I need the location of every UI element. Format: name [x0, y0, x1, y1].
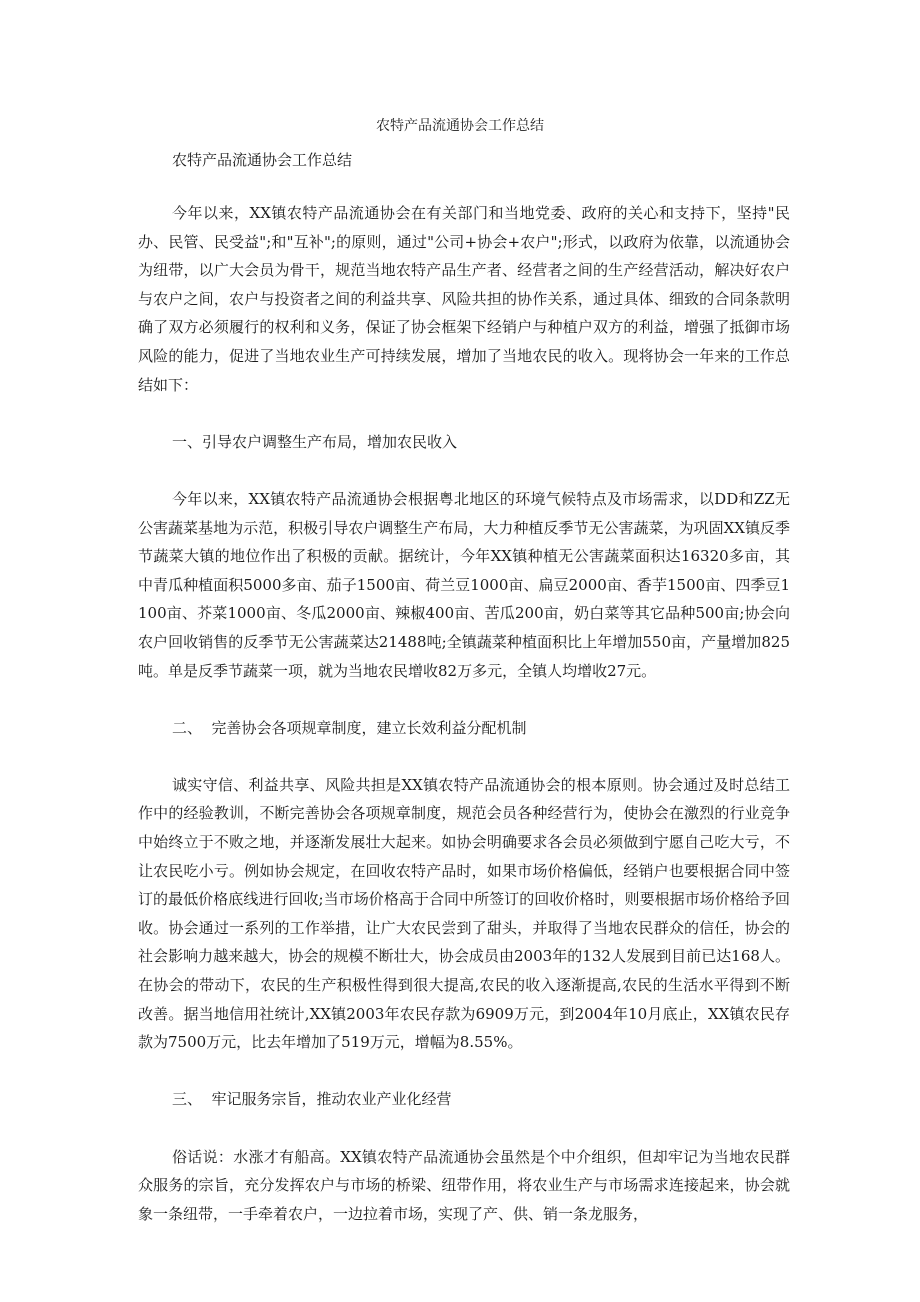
- section-heading-1: 一、引导农户调整生产布局，增加农民收入: [172, 432, 458, 451]
- paragraph-spacer: [138, 399, 790, 428]
- document-body: [138, 199, 790, 1228]
- section-heading-3: 三、 牢记服务宗旨，推动农业产业化经营: [172, 1090, 452, 1109]
- document-title: 农特产品流通协会工作总结: [376, 118, 544, 134]
- section-1-paragraph: 今年以来，XX镇农特产品流通协会根据粤北地区的环境气候特点及市场需求，以DD和ZZ无公害蔬菜基地为示范，积极引导农户调整生产布局，大力种植反季节无公害蔬菜，为巩固XX镇反季节蔬菜大镇的地位作出了积极的贡献。据统计，今年XX镇种植无公害蔬菜面积达16320多亩，其中青瓜种植面积5000多亩、茄子1500亩、荷兰豆1000亩、扁豆2000亩、香芋1500亩、四季豆1100亩、芥菜1000亩、冬瓜2000亩、辣椒400亩、苦瓜200亩，奶白菜等其它品种500亩;协会向农户回收销售的反季节无公害蔬菜达21488吨;全镇蔬菜种植面积比上年增加550亩，产量增加825吨。单是反季节蔬菜一项，就为当地农民增收82万多元，全镇人均增收27元。: [138, 489, 790, 680]
- paragraph-spacer: [138, 1114, 790, 1143]
- paragraph-spacer: [138, 456, 790, 485]
- intro-paragraph: 今年以来，XX镇农特产品流通协会在有关部门和当地党委、政府的关心和支持下，坚持"民办、民管、民受益";和"互补";的原则，通过"公司+协会+农户";形式，以政府为依靠，以流通协会为纽带，以广大会员为骨干，规范当地农特产品生产者、经营者之间的生产经营活动，解决好农户与农户之间，农户与投资者之间的利益共享、风险共担的协作关系，通过具体、细致的合同条款明确了双方必须履行的权利和义务，保证了协会框架下经销户与种植户双方的利益，增强了抵御市场风险的能力，促进了当地农业生产可持续发展，增加了当地农民的收入。现将协会一年来的工作总结如下：: [138, 204, 790, 394]
- section-3-paragraph: 俗话说：水涨才有船高。XX镇农特产品流通协会虽然是个中介组织，但却牢记为当地农民群众服务的宗旨，充分发挥农户与市场的桥梁、纽带作用，将农业生产与市场需求连接起来，协会就象一条纽带，一手牵着农户，一边拉着市场，实现了产、供、销一条龙服务，: [138, 1147, 790, 1223]
- paragraph-spacer: [138, 685, 790, 714]
- paragraph-spacer: [138, 1057, 790, 1086]
- paragraph-spacer: [138, 742, 790, 771]
- document-subtitle: 农特产品流通协会工作总结: [172, 151, 353, 169]
- section-2-paragraph: 诚实守信、利益共享、风险共担是XX镇农特产品流通协会的根本原则。协会通过及时总结工作中的经验教训，不断完善协会各项规章制度，规范会员各种经营行为，使协会在激烈的行业竞争中始终立于不败之地，并逐渐发展壮大起来。如协会明确要求各会员必须做到宁愿自己吃大亏，不让农民吃小亏。例如协会规定，在回收农特产品时，如果市场价格偏低，经销户也要根据合同中签订的最低价格底线进行回收;当市场价格高于合同中所签订的回收价格时，则要根据市场价格给予回收。协会通过一系列的工作举措，让广大农民尝到了甜头，并取得了当地农民群众的信任，协会的社会影响力越来越大，协会的规模不断壮大，协会成员由2003年的132人发展到目前已达168人。在协会的带动下，农民的生产积极性得到很大提高,农民的收入逐渐提高,农民的生活水平得到不断改善。据当地信用社统计,XX镇2003年农民存款为6909万元，到2004年10月底止，XX镇农民存款为7500万元，比去年增加了519万元，增幅为8.55%。: [138, 775, 790, 1052]
- section-heading-2: 二、 完善协会各项规章制度，建立长效利益分配机制: [172, 718, 527, 737]
